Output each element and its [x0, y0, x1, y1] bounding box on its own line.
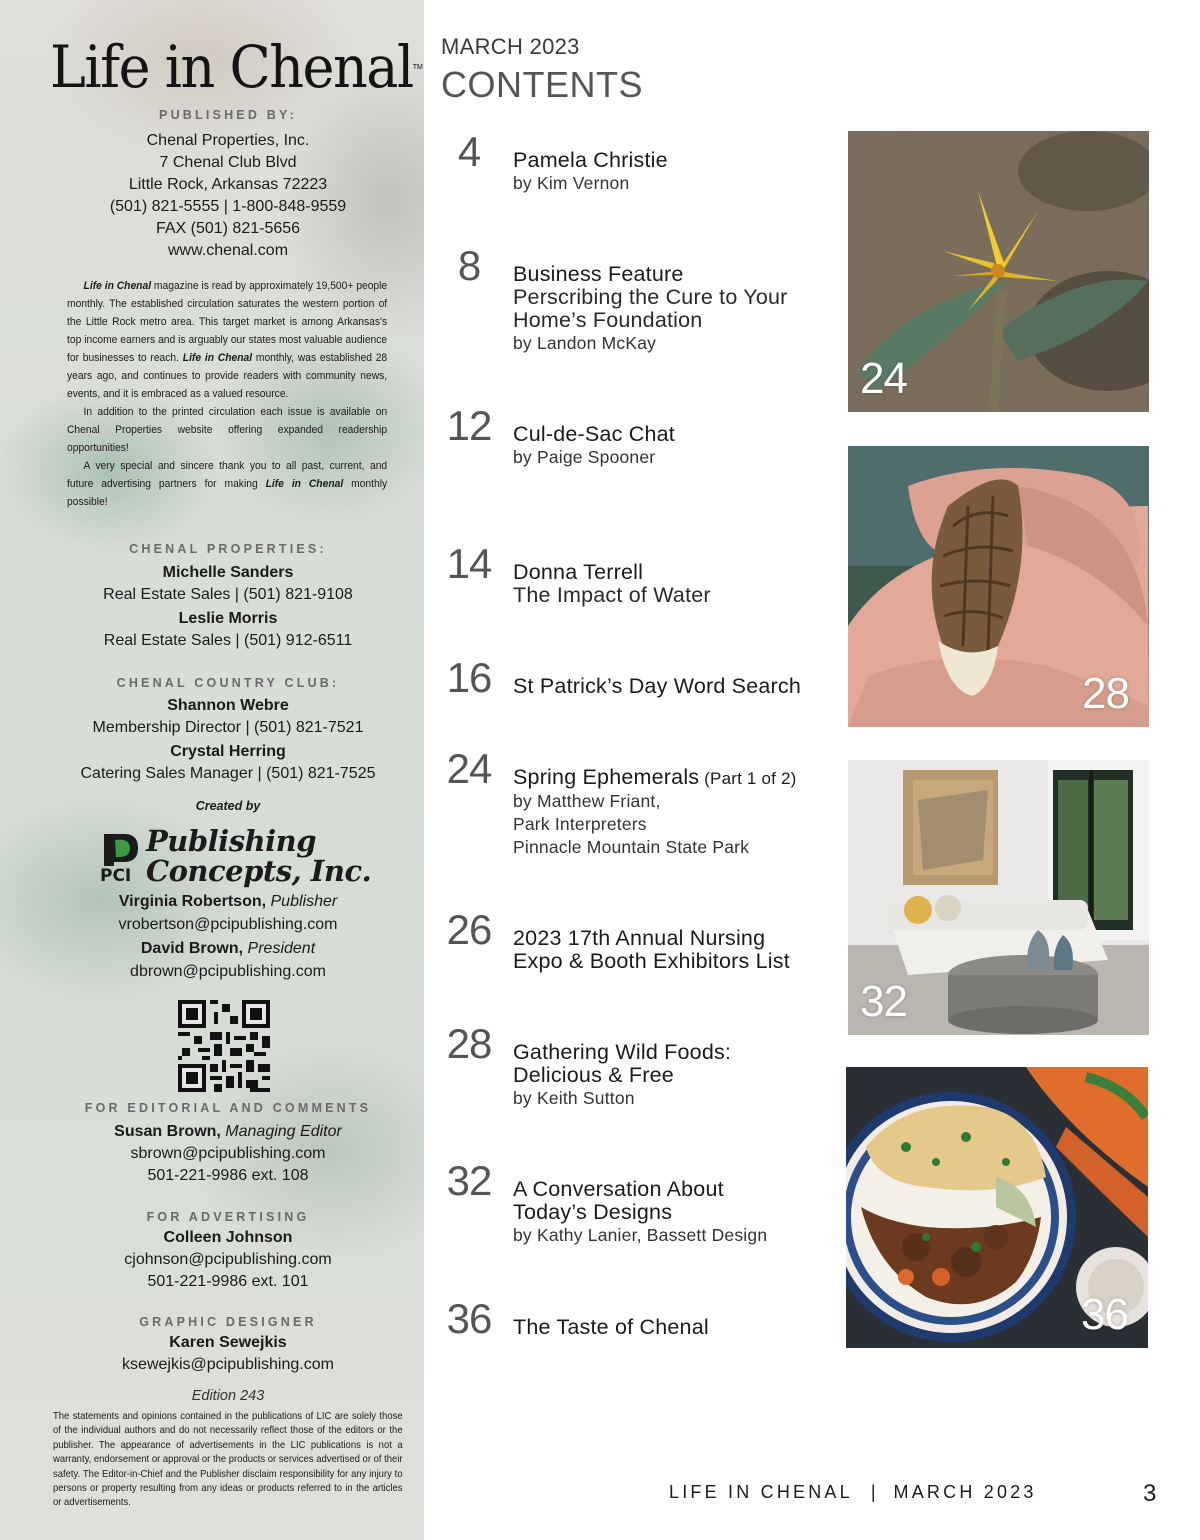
about-paragraph-2: In addition to the printed circulation each issue is available on Chenal Properties website offering expanded readership opportunities!	[67, 406, 388, 454]
about-text-1b: monthly, was established 28 years ago, and continues to provide readers with community news, events, and it is embraced as a valued resource.	[67, 352, 388, 400]
issue-month: MARCH 2023	[441, 34, 580, 59]
page-number: 3	[1143, 1480, 1157, 1507]
toc-byline: by Paige Spooner	[513, 447, 656, 467]
chenal-properties-heading: CHENAL PROPERTIES:	[129, 542, 327, 556]
advertising-heading: FOR ADVERTISING	[146, 1210, 310, 1224]
toc-page-number: 14	[446, 540, 492, 587]
toc-entry[interactable]	[513, 766, 843, 859]
photo-living-room[interactable]	[848, 760, 1149, 1035]
toc-title: Spring Ephemerals (Part 1 of 2)	[513, 765, 797, 789]
designer-email: ksewejkis@pcipublishing.com	[122, 1356, 334, 1373]
toc-entry[interactable]	[513, 1041, 843, 1110]
contact-name: Michelle Sanders	[162, 564, 294, 581]
toc-byline: Pinnacle Mountain State Park	[513, 837, 750, 857]
toc-byline: by Keith Sutton	[513, 1088, 635, 1108]
advertising-phone: 501-221-9986 ext. 101	[147, 1273, 309, 1290]
contact-name: Leslie Morris	[178, 610, 278, 627]
pci-logo	[100, 824, 372, 888]
page-title: CONTENTS	[441, 64, 643, 105]
photo-morel[interactable]	[848, 446, 1149, 727]
about-text-1a: magazine is read by approximately 19,500+ people monthly. The established circulation saturates the western portion of the Little Rock metro area. This target market is among Arkansas's top income earners and is arguably our states most valuable audience for businesses to reach.	[67, 280, 388, 364]
toc-page-number: 26	[446, 906, 492, 953]
toc-page-number: 4	[457, 128, 481, 175]
toc-title: Business Feature	[513, 262, 684, 286]
toc-title-line-2: Today’s Designs	[513, 1200, 673, 1224]
footer-issue: MARCH 2023	[893, 1482, 1037, 1502]
toc-title: 2023 17th Annual Nursing	[513, 926, 766, 950]
editorial-heading: FOR EDITORIAL AND COMMENTS	[84, 1101, 372, 1115]
advertising-name: Colleen Johnson	[163, 1229, 293, 1246]
magazine-name: Life in Chenal	[83, 280, 152, 292]
about-text-3a: A very special and sincere thank you to all past, current, and future advertising partners for making	[67, 460, 388, 490]
country-club-heading: CHENAL COUNTRY CLUB:	[116, 676, 340, 690]
advertising-email: cjohnson@pcipublishing.com	[124, 1251, 332, 1268]
publisher-website: www.chenal.com	[167, 242, 289, 259]
toc-entry[interactable]	[513, 149, 843, 195]
toc-page-number: 12	[446, 402, 492, 449]
designer-name: Karen Sewejkis	[169, 1334, 287, 1351]
toc-subtitle: Home’s Foundation	[513, 308, 703, 332]
footer-magazine-name: LIFE IN CHENAL	[669, 1482, 853, 1502]
toc-byline: by Kim Vernon	[513, 173, 630, 193]
toc-entry[interactable]	[513, 1316, 843, 1339]
photo-page-number: 36	[1081, 1290, 1128, 1339]
qr-code-icon	[178, 1000, 270, 1092]
toc-entry[interactable]	[513, 1178, 843, 1247]
toc-page-number: 8	[457, 242, 481, 289]
designer-heading: GRAPHIC DESIGNER	[139, 1315, 317, 1329]
photo-page-number: 32	[860, 977, 907, 1026]
toc-page-number: 16	[446, 654, 492, 701]
photo-stew[interactable]	[846, 1067, 1148, 1348]
toc-page-number: 24	[446, 745, 492, 792]
publisher-address-1: 7 Chenal Club Blvd	[159, 154, 297, 171]
created-by-label: Created by	[195, 799, 261, 813]
page-footer	[669, 1482, 1037, 1503]
toc-entry[interactable]	[513, 263, 843, 355]
toc-title: A Conversation About	[513, 1177, 724, 1201]
toc-title-line-2: Expo & Booth Exhibitors List	[513, 949, 790, 973]
toc-page-number: 28	[446, 1020, 492, 1067]
editor-email: sbrown@pcipublishing.com	[130, 1145, 326, 1162]
publisher-name: Chenal Properties, Inc.	[146, 132, 310, 149]
toc-byline: by Kathy Lanier, Bassett Design	[513, 1225, 768, 1245]
contact-name: Shannon Webre	[167, 697, 289, 714]
photo-trout-lily[interactable]	[848, 131, 1149, 412]
contact-line: Real Estate Sales | (501) 821-9108	[103, 586, 353, 603]
publisher-email: vrobertson@pcipublishing.com	[118, 916, 338, 933]
toc-entry[interactable]	[513, 927, 843, 973]
editor-person: Susan Brown, Managing Editor	[114, 1123, 342, 1140]
toc-entry[interactable]	[513, 423, 843, 469]
magazine-name: Life in Chenal	[182, 352, 253, 364]
toc-title: The Taste of Chenal	[513, 1315, 709, 1339]
magazine-name: Life in Chenal	[265, 478, 344, 490]
about-text-3b: monthly possible!	[67, 478, 388, 508]
contact-line: Real Estate Sales | (501) 912-6511	[103, 632, 353, 649]
toc-subtitle: The Impact of Water	[513, 583, 711, 607]
toc-title: Donna Terrell	[513, 560, 644, 584]
president-person: David Brown, President	[140, 940, 316, 957]
about-paragraph-1	[67, 277, 387, 403]
contact-line: Catering Sales Manager | (501) 821-7525	[80, 765, 376, 782]
publisher-address-2: Little Rock, Arkansas 72223	[128, 176, 328, 193]
toc-byline: by Landon McKay	[513, 333, 657, 353]
contact-line: Membership Director | (501) 821-7521	[92, 719, 364, 736]
toc-title-note: (Part 1 of 2)	[699, 769, 797, 788]
toc-page-number: 36	[446, 1295, 492, 1342]
toc-byline: Park Interpreters	[513, 814, 647, 834]
about-text	[67, 277, 387, 511]
toc-entry[interactable]	[513, 675, 843, 698]
toc-title-line-2: Delicious & Free	[513, 1063, 674, 1087]
edition-label: Edition 243	[191, 1388, 265, 1404]
sidebar-content	[0, 0, 424, 1540]
pci-wordmark: Publishing Concepts, Inc.	[146, 824, 372, 888]
publisher-phones: (501) 821-5555 | 1-800-848-9559	[109, 198, 347, 215]
published-by-heading: PUBLISHED BY:	[159, 108, 297, 122]
pci-letters: PCI	[100, 866, 132, 886]
disclaimer	[53, 1410, 403, 1511]
publisher-fax: FAX (501) 821-5656	[155, 220, 301, 237]
president-email: dbrown@pcipublishing.com	[130, 963, 326, 980]
toc-title: St Patrick’s Day Word Search	[513, 674, 801, 698]
photo-page-number: 28	[1082, 669, 1129, 718]
magazine-logo: Life in ChenalTM	[50, 33, 423, 102]
masthead-sidebar	[0, 0, 424, 1540]
footer-separator: |	[870, 1482, 876, 1502]
toc-byline: by Matthew Friant,	[513, 791, 661, 811]
publisher-person: Virginia Robertson, Publisher	[118, 893, 338, 910]
toc-entry[interactable]	[513, 561, 843, 607]
toc-page-number: 32	[446, 1157, 492, 1204]
pci-mark-icon	[100, 830, 140, 866]
toc-title: Gathering Wild Foods:	[513, 1040, 732, 1064]
about-paragraph-3	[67, 457, 387, 511]
toc-title: Cul-de-Sac Chat	[513, 422, 675, 446]
contact-name: Crystal Herring	[170, 743, 286, 760]
photo-page-number: 24	[860, 354, 907, 403]
disclaimer-text: The statements and opinions contained in the publications of LIC are solely those of the individual authors and do not necessarily reflect those of the editors or the publisher. The appearance of advertisements in the LIC publications is not a warranty, endorsement or approval or the products or services advertised or of their safety. The Editor-in-Chief and the Publisher disclaim responsibility for any injury to persons or property resulting from any ideas or products referred to in the articles or advertisements.	[53, 1411, 403, 1509]
editor-phone: 501-221-9986 ext. 108	[147, 1167, 309, 1184]
toc-title: Pamela Christie	[513, 148, 668, 172]
toc-subtitle: Perscribing the Cure to Your	[513, 285, 788, 309]
